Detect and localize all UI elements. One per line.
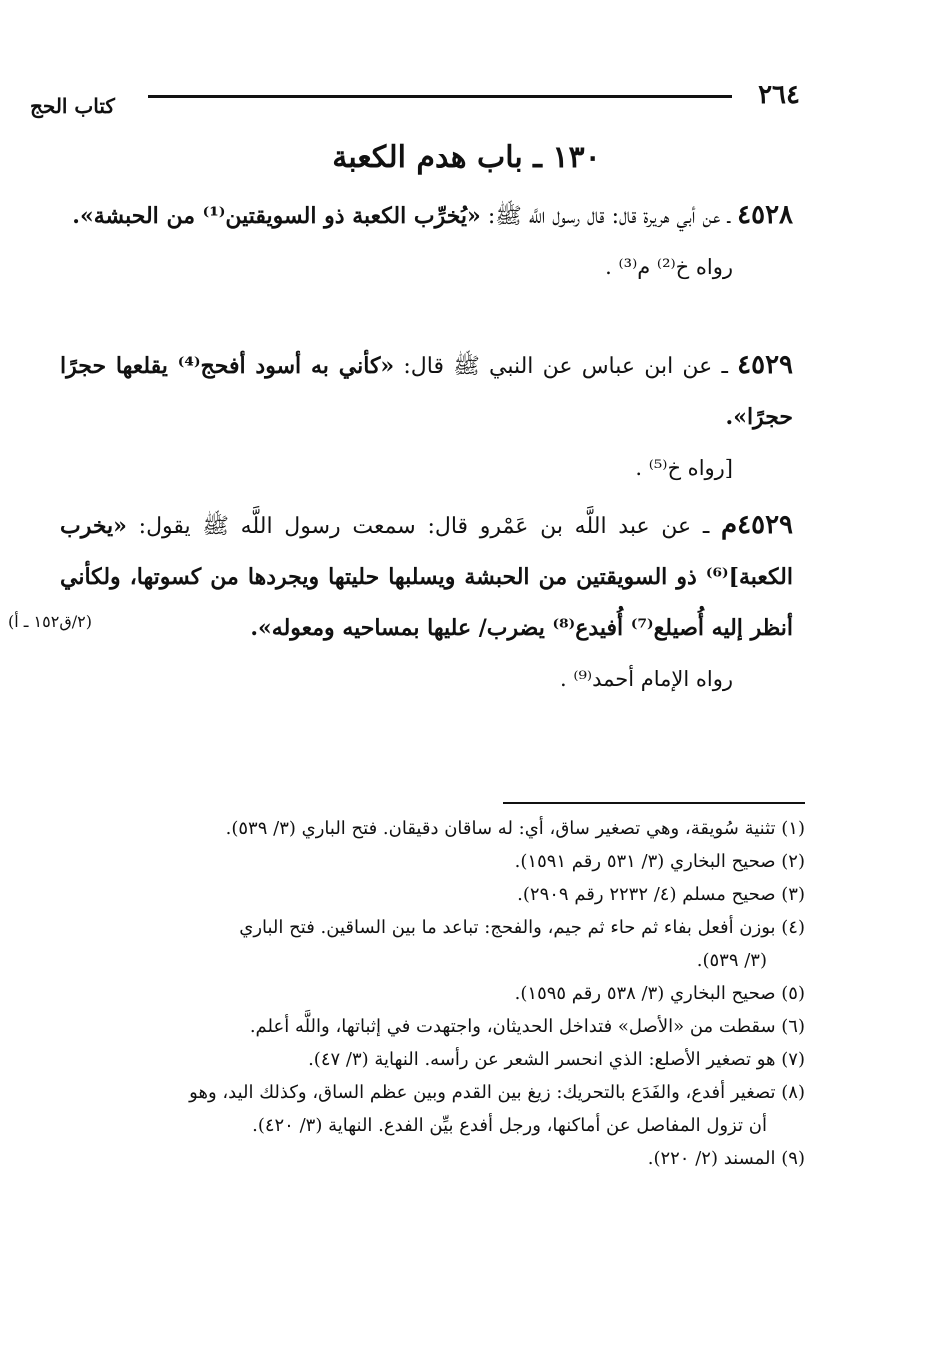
hadith-quote: «يخرب الكعبة]⁽⁶⁾ ذو السويقتين من الحبشة ويسلبها حليتها ويجردها من كسوتها، ولكأني أنظر إليه أُصيلع⁽⁷⁾ أُفيدع⁽⁸⁾ يضرب/ عليها بمساحيه ومعوله». [60,513,793,641]
page-number: ٢٦٤ [758,80,800,110]
footnote-1 [78,812,805,845]
footnote-text: بوزن أفعل بفاء ثم حاء ثم جيم، والفحج: تباعد ما بين الساقين. فتح الباري [239,917,776,938]
footnote-separator [503,802,805,804]
footnote-text: هو تصغير الأصلع: الذي انحسر الشعر عن رأسه. النهاية (٣/ ٤٧). [308,1049,776,1070]
hadith-narration: رواه خ⁽²⁾ م⁽³⁾ . [605,255,733,279]
footnote-marker: (٤) [781,917,805,938]
footnote-continuation: أن تزول المفاصل عن أماكنها، ورجل أفدع بيِّن الفدع. النهاية (٣/ ٤٢٠). [252,1115,767,1136]
hadith-4529 [60,340,793,493]
footnote-3 [78,878,805,911]
footnote-marker: (٩) [781,1148,805,1169]
book-title: كتاب الحج [30,94,115,118]
footnote-9 [78,1142,805,1175]
hadith-intro: ـ عن ابن عباس عن النبي ﷺ قال: [403,354,728,379]
footnote-marker: (٧) [781,1049,805,1070]
footnote-2 [78,845,805,878]
footnote-text: تصغير أفدع، والفَدَع بالتحريك: زيغ بين القدم وبين عظم الساق، وكذلك اليد، وهو [189,1082,776,1103]
hadith-quote: «يُخرِّب الكعبة ذو السويقتين⁽¹⁾ من الحبشة». [72,203,481,229]
footnote-text: المسند (٢/ ٢٢٠). [647,1148,776,1169]
hadith-quote: «كأني به أسود أفحج⁽⁴⁾ يقلعها حجرًا حجرًا». [60,353,793,430]
footnote-continuation: (٣/ ٥٣٩). [696,950,767,971]
footnote-marker: (٦) [781,1016,805,1037]
hadith-number: ٤٥٢٩م [721,510,794,540]
hadith-intro: ـ عن عبد اللَّه بن عَمْرو قال: سمعت رسول اللَّه ﷺ يقول: [138,514,710,539]
footnote-text: صحيح البخاري (٣/ ٥٣٨ رقم ١٥٩٥). [514,983,776,1004]
footnote-4 [78,911,805,977]
footnote-8 [78,1076,805,1142]
footnote-text: صحيح البخاري (٣/ ٥٣١ رقم ١٥٩١). [514,851,776,872]
hadith-4528 [60,190,793,292]
footnote-text: تثنية سُويقة، وهي تصغير ساق، أي: له ساقان دقيقان. فتح الباري (٣/ ٥٣٩). [225,818,776,839]
hadith-number: ٤٥٢٨ [737,200,793,230]
header-rule [148,95,732,98]
hadith-4529m [60,500,793,704]
manuscript-margin-note: (٢/ق١٥٢ ـ أ) [8,612,92,631]
hadith-narration: [رواه خ⁽⁵⁾ . [635,456,733,480]
footnote-5 [78,977,805,1010]
footnote-marker: (٣) [781,884,805,905]
footnote-text: سقطت من «الأصل» فتداخل الحديثان، واجتهدت في إثباتها، واللَّه أعلم. [249,1016,776,1037]
footnote-6 [78,1010,805,1043]
footnote-marker: (٢) [781,851,805,872]
hadith-narration: رواه الإمام أحمد⁽⁹⁾ . [559,667,733,691]
footnote-marker: (١) [781,818,805,839]
hadith-number: ٤٥٢٩ [737,350,793,380]
footnote-marker: (٨) [781,1082,805,1103]
footnote-marker: (٥) [781,983,805,1004]
chapter-title: ١٣٠ ـ باب هدم الكعبة [332,140,601,175]
hadith-intro: ـ عن أبي هريرة قال: قال رسول اللَّه ﷺ: [487,204,731,229]
page-header [30,80,800,118]
footnote-text: صحيح مسلم (٤/ ٢٢٣٢ رقم ٢٩٠٩). [517,884,776,905]
footnote-7 [78,1043,805,1076]
footnotes [78,812,805,1175]
